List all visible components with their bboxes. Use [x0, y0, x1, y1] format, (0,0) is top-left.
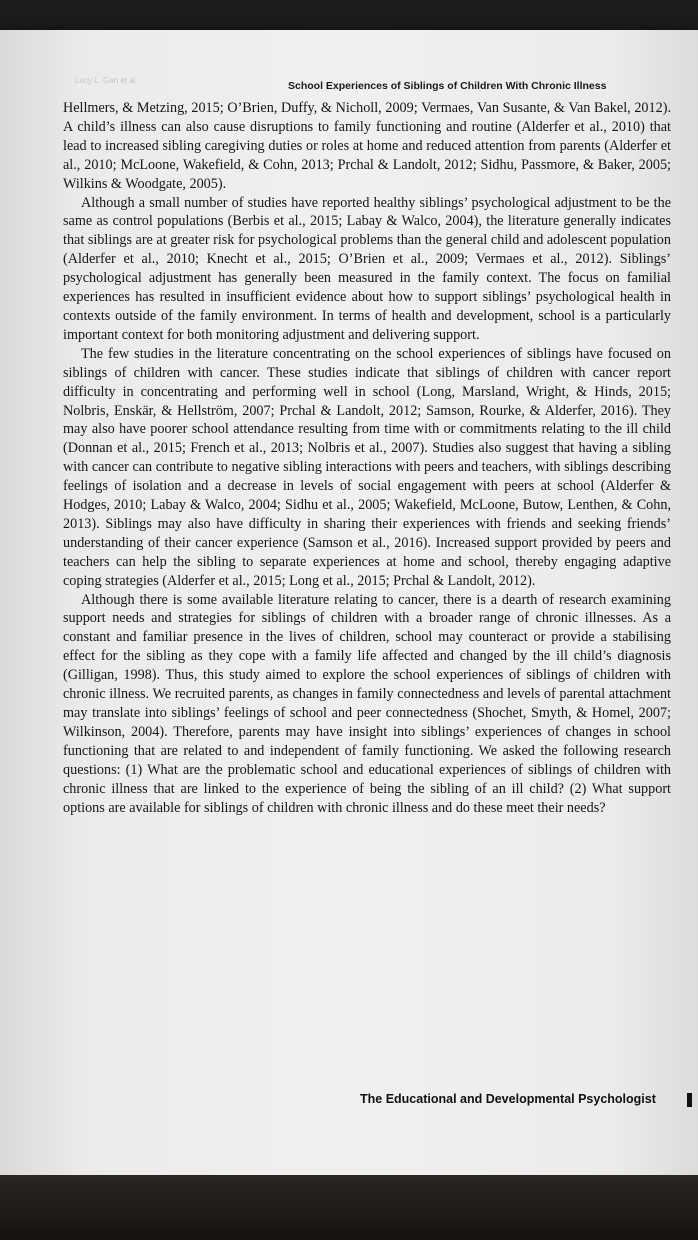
body-text	[63, 99, 671, 817]
paragraph-4: Although there is some available literature relating to cancer, there is a dearth of research examining support needs and strategies for siblings of children with a broader range of chronic illnesses. As a constant and familiar presence in the lives of children, school may counteract or provide a stabilising effect for the sibling as they cope with a family life affected and changed by the ill child’s diagnosis (Gilligan, 1998). Thus, this study aimed to explore the school experiences of siblings of children with chronic illness. We recruited parents, as changes in family connectedness and levels of parental attachment may translate into siblings’ feelings of school and peer connectedness (Shochet, Smyth, & Homel, 2007; Wilkinson, 2004). Therefore, parents may have insight into siblings’ experiences of changes in school functioning that are related to and independent of family functioning. We asked the following research questions: (1) What are the problematic school and educational experiences of siblings of children with chronic illness that are linked to the experience of being the sibling of an ill child? (2) What support options are available for siblings of children with chronic illness and do these meet their needs?	[63, 591, 671, 816]
footer-block-mark	[687, 1093, 692, 1107]
running-head: School Experiences of Siblings of Children With Chronic Illness	[288, 80, 607, 92]
bleed-through-text: Lucy L. Gan et al.	[75, 76, 138, 85]
background-surface	[0, 1175, 698, 1240]
journal-footer: The Educational and Developmental Psychologist	[360, 1092, 656, 1106]
paragraph-3: The few studies in the literature concentrating on the school experiences of siblings have focused on siblings of children with cancer. These studies indicate that siblings of children with cancer report difficulty in concentrating and performing well in school (Long, Marsland, Wright, & Hinds, 2015; Nolbris, Enskär, & Hellström, 2007; Prchal & Landolt, 2012; Samson, Rourke, & Alderfer, 2016). They may also have poorer school attendance resulting from time with or commitments relating to the ill child (Donnan et al., 2015; French et al., 2013; Nolbris et al., 2007). Studies also suggest that having a sibling with cancer can contribute to negative sibling interactions with peers and teachers, with siblings describing feelings of isolation and a decrease in levels of social engagement with peers at school (Alderfer & Hodges, 2010; Labay & Walco, 2004; Sidhu et al., 2005; Wakefield, McLoone, Butow, Lenthen, & Cohn, 2013). Siblings may also have difficulty in sharing their experiences with friends and seeking friends’ understanding of their cancer experience (Samson et al., 2016). Increased support provided by peers and teachers can help the sibling to separate experiences at home and school, thereby engaging adaptive coping strategies (Alderfer et al., 2015; Long et al., 2015; Prchal & Landolt, 2012).	[63, 345, 671, 589]
paragraph-2: Although a small number of studies have reported healthy siblings’ psychological adjustment to be the same as control populations (Berbis et al., 2015; Labay & Walco, 2004), the literature generally indicates that siblings are at greater risk for psychological problems than the general child and adolescent population (Alderfer et al., 2010; Knecht et al., 2015; O’Brien et al., 2009; Vermaes et al., 2012). Siblings’ psychological adjustment has generally been measured in the family context. The focus on familial experiences has resulted in insufficient evidence about how to support siblings’ psychological health in contexts outside of the family environment. In terms of health and development, school is a particularly important context for both monitoring adjustment and delivering support.	[63, 194, 671, 343]
paragraph-1: Hellmers, & Metzing, 2015; O’Brien, Duffy, & Nicholl, 2009; Vermaes, Van Susante, & Van Bakel, 2012). A child’s illness can also cause disruptions to family functioning and routine (Alderfer et al., 2010) that lead to increased sibling caregiving duties or roles at home and reduced attention from parents (Alderfer et al., 2010; McLoone, Wakefield, & Cohn, 2013; Prchal & Landolt, 2012; Sidhu, Passmore, & Baker, 2005; Wilkins & Woodgate, 2005).	[63, 100, 671, 192]
